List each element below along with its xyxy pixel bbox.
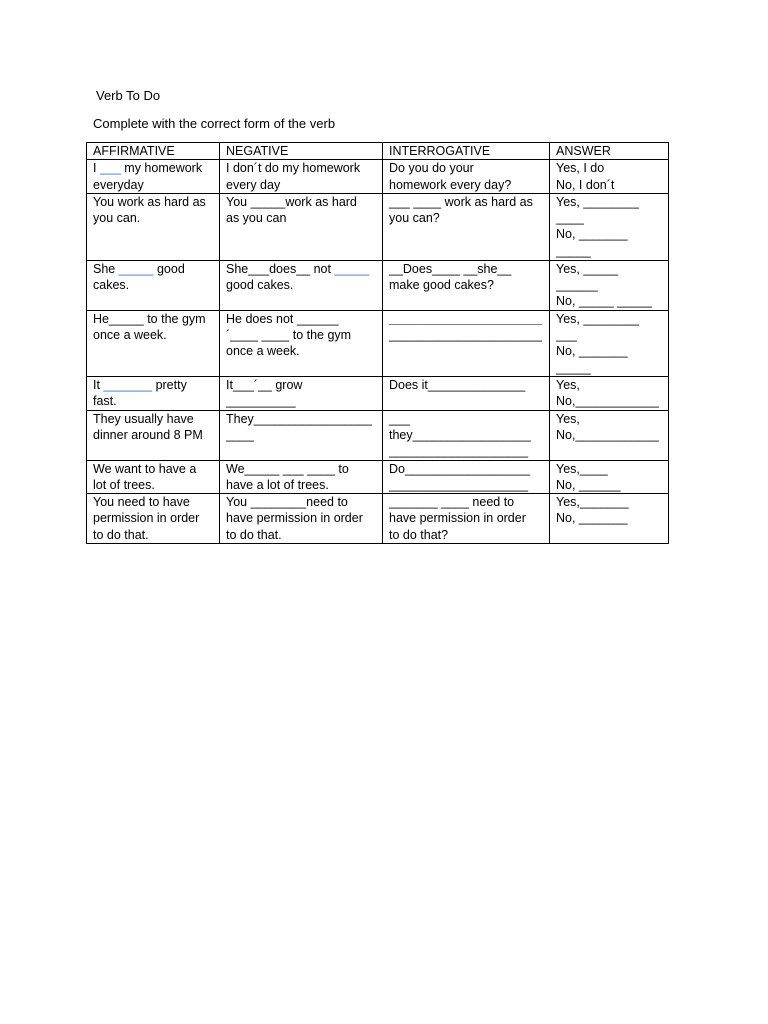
cell-line: I ___ my homework xyxy=(93,161,203,176)
cell-line: __________ xyxy=(226,394,296,409)
interrogative-cell xyxy=(383,376,550,410)
negative-cell xyxy=(220,260,383,310)
interrogative-cell xyxy=(383,193,550,260)
cell-line: _____ xyxy=(556,243,591,258)
table-row xyxy=(87,494,669,544)
cell-line: No, _____ _____ xyxy=(556,294,652,309)
affirmative-cell xyxy=(87,410,220,460)
cell-line: They_________________ xyxy=(226,411,372,426)
affirmative-cell xyxy=(87,494,220,544)
cell-line: ____________________ xyxy=(389,477,529,492)
cell-line: I don´t do my homework xyxy=(226,161,361,176)
cell-line: lot of trees. xyxy=(93,477,155,492)
blank-highlight: _____ xyxy=(334,261,370,276)
negative-cell xyxy=(220,310,383,376)
answer-cell xyxy=(550,260,669,310)
blank-highlight: _______ xyxy=(103,377,153,392)
cell-line: Yes, xyxy=(556,411,580,426)
header-negative: NEGATIVE xyxy=(220,143,383,160)
cell-line: No,____________ xyxy=(556,427,659,442)
cell-line: No, I don´t xyxy=(556,177,615,192)
cell-line: _____ xyxy=(556,360,591,375)
affirmative-cell xyxy=(87,376,220,410)
cell-line: She _____ good xyxy=(93,261,185,276)
table-row xyxy=(87,160,669,194)
answer-cell xyxy=(550,193,669,260)
cell-line: fast. xyxy=(93,394,117,409)
negative-cell xyxy=(220,376,383,410)
cell-line: good cakes. xyxy=(226,278,294,293)
cell-line: Yes, xyxy=(556,377,580,392)
interrogative-cell xyxy=(383,460,550,494)
cell-line: to do that. xyxy=(93,527,149,542)
cell-line: ____ xyxy=(226,427,254,442)
cell-line: ______________________ xyxy=(389,328,542,343)
cell-line: everyday xyxy=(93,177,144,192)
cell-line: You ________need to xyxy=(226,495,348,510)
cell-line: have permission in order xyxy=(389,511,526,526)
cell-line: to do that. xyxy=(226,527,282,542)
negative-cell xyxy=(220,160,383,194)
cell-line: permission in order xyxy=(93,511,200,526)
cell-line: ______ xyxy=(556,278,598,293)
cell-line: you can. xyxy=(93,211,141,226)
answer-cell xyxy=(550,310,669,376)
interrogative-cell xyxy=(383,260,550,310)
cell-line: They usually have xyxy=(93,411,194,426)
affirmative-cell xyxy=(87,260,220,310)
cell-line: No, _______ xyxy=(556,511,628,526)
cell-line: to do that? xyxy=(389,527,449,542)
interrogative-cell xyxy=(383,410,550,460)
answer-cell xyxy=(550,494,669,544)
cell-line: make good cakes? xyxy=(389,278,494,293)
interrogative-cell xyxy=(383,160,550,194)
cell-line: It _______ pretty xyxy=(93,377,187,392)
cell-line: Yes,____ xyxy=(556,461,608,476)
blank-highlight: _____ xyxy=(118,261,154,276)
cell-line: No,____________ xyxy=(556,394,659,409)
cell-line: ___ ____ work as hard as xyxy=(389,194,533,209)
cell-line: homework every day? xyxy=(389,177,512,192)
table-row xyxy=(87,310,669,376)
table-row xyxy=(87,460,669,494)
cell-line: You work as hard as xyxy=(93,194,206,209)
answer-cell xyxy=(550,460,669,494)
affirmative-cell xyxy=(87,160,220,194)
cell-line: you can? xyxy=(389,211,440,226)
header-interrogative: INTERROGATIVE xyxy=(383,143,550,160)
cell-line: ______________________ xyxy=(389,311,542,326)
cell-line: dinner around 8 PM xyxy=(93,427,203,442)
cell-line: cakes. xyxy=(93,278,130,293)
interrogative-cell xyxy=(383,310,550,376)
table-row xyxy=(87,260,669,310)
table-row xyxy=(87,410,669,460)
cell-line: once a week. xyxy=(226,344,300,359)
cell-line: ___ xyxy=(389,411,410,426)
cell-line: __Does____ __she__ xyxy=(389,261,512,276)
cell-line: ____ xyxy=(556,211,584,226)
table-row xyxy=(87,193,669,260)
cell-line: have permission in order xyxy=(226,511,363,526)
cell-line: You _____work as hard xyxy=(226,194,357,209)
worksheet-instruction: Complete with the correct form of the verb xyxy=(93,116,336,131)
cell-line: No, _______ xyxy=(556,344,628,359)
cell-line: We want to have a xyxy=(93,461,197,476)
cell-line: _______ ____ need to xyxy=(389,495,515,510)
table-row xyxy=(87,376,669,410)
cell-line: Yes,_______ xyxy=(556,495,629,510)
cell-line: Yes, _____ xyxy=(556,261,619,276)
answer-cell xyxy=(550,160,669,194)
cell-line: No, ______ xyxy=(556,477,621,492)
cell-line: Does it______________ xyxy=(389,377,526,392)
cell-line: It___´__ grow xyxy=(226,377,303,392)
affirmative-cell xyxy=(87,310,220,376)
cell-line: Yes, I do xyxy=(556,161,605,176)
cell-line: ___ xyxy=(556,328,577,343)
cell-line: No, _______ xyxy=(556,227,628,242)
cell-line: once a week. xyxy=(93,328,167,343)
cell-line: Do__________________ xyxy=(389,461,531,476)
worksheet-title: Verb To Do xyxy=(96,88,161,103)
answer-cell xyxy=(550,376,669,410)
cell-line: Do you do your xyxy=(389,161,474,176)
affirmative-cell xyxy=(87,193,220,260)
cell-line: ´____ ____ to the gym xyxy=(226,328,352,343)
answer-cell xyxy=(550,410,669,460)
cell-line: She___does__ not _____ xyxy=(226,261,370,276)
cell-line: He_____ to the gym xyxy=(93,311,206,326)
verb-table xyxy=(86,142,669,544)
header-row xyxy=(87,143,669,160)
cell-line: Yes, ________ xyxy=(556,311,639,326)
cell-line: Yes, ________ xyxy=(556,194,639,209)
negative-cell xyxy=(220,494,383,544)
negative-cell xyxy=(220,193,383,260)
interrogative-cell xyxy=(383,494,550,544)
affirmative-cell xyxy=(87,460,220,494)
cell-line: every day xyxy=(226,177,281,192)
cell-line: He does not ______ xyxy=(226,311,339,326)
cell-line: as you can xyxy=(226,211,287,226)
cell-line: have a lot of trees. xyxy=(226,477,329,492)
blank-highlight: ___ xyxy=(99,161,121,176)
cell-line: they_________________ xyxy=(389,427,531,442)
header-answer: ANSWER xyxy=(550,143,669,160)
header-affirmative: AFFIRMATIVE xyxy=(87,143,220,160)
negative-cell xyxy=(220,460,383,494)
cell-line: You need to have xyxy=(93,495,190,510)
cell-line: We_____ ___ ____ to xyxy=(226,461,349,476)
negative-cell xyxy=(220,410,383,460)
cell-line: ____________________ xyxy=(389,444,529,459)
